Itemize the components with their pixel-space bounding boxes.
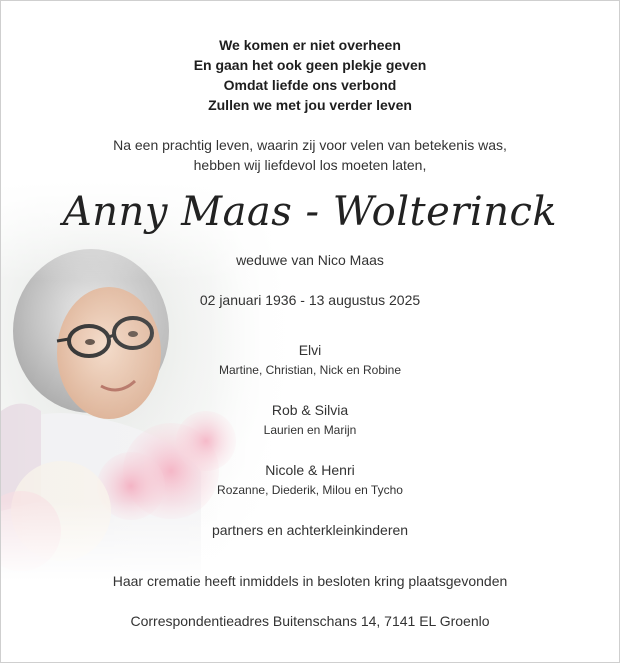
family-children: Laurien en Marijn [263, 423, 357, 437]
family-children: Rozanne, Diederik, Milou en Tycho [217, 483, 403, 497]
partners-line: partners en achterkleinkinderen [211, 522, 409, 538]
cremation-notice: Haar crematie heeft inmiddels in besloten kring plaatsgevonden [112, 573, 508, 589]
correspondence-address: Correspondentieadres Buitenschans 14, 7141 EL Groenlo [130, 613, 490, 629]
family-children: Martine, Christian, Nick en Robine [218, 363, 402, 377]
poem-line: Omdat liefde ons verbond [223, 77, 397, 93]
intro-line: Na een prachtig leven, waarin zij voor velen van betekenis was, [113, 137, 507, 153]
poem-line: En gaan het ook geen plekje geven [193, 57, 427, 73]
intro-line: hebben wij liefdevol los moeten laten, [193, 157, 427, 173]
widow-of: weduwe van Nico Maas [236, 252, 384, 268]
life-dates: 02 januari 1936 - 13 augustus 2025 [199, 292, 421, 308]
card-text [1, 1, 619, 662]
poem-line: We komen er niet overheen [219, 37, 401, 53]
family-parents: Elvi [298, 342, 322, 358]
family-parents: Nicole & Henri [265, 462, 355, 478]
poem-line: Zullen we met jou verder leven [208, 97, 412, 113]
family-parents: Rob & Silvia [271, 402, 349, 418]
deceased-name: Anny Maas - Wolterinck [62, 189, 558, 235]
